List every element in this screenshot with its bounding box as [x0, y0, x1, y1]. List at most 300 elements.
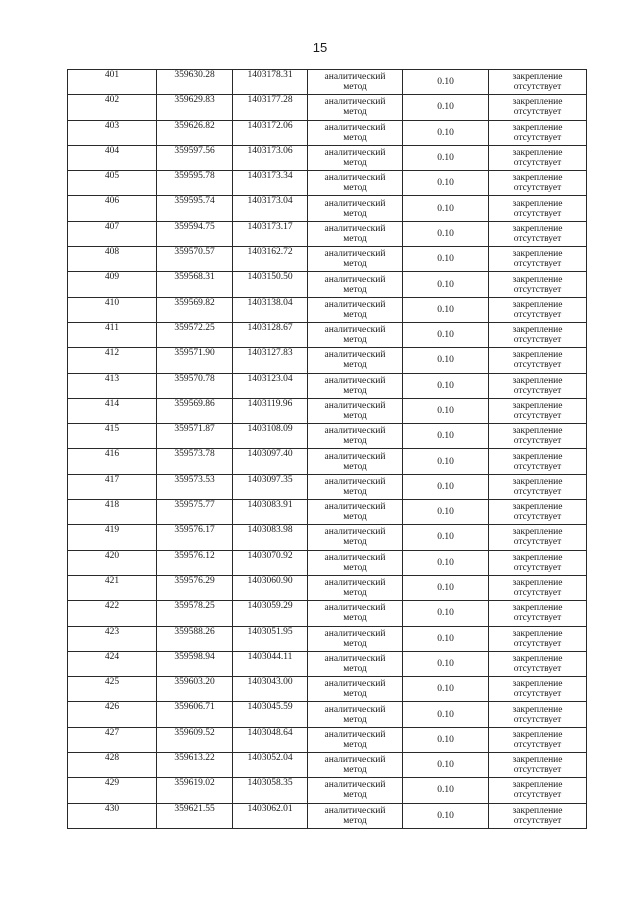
- accuracy-value: 0.10: [437, 279, 454, 290]
- accuracy-value: 0.10: [437, 658, 454, 669]
- fixing-cell: [489, 297, 587, 322]
- method-line-2: метод: [343, 82, 367, 93]
- fixing-line-1: закрепление: [512, 603, 563, 614]
- point-number-cell: [68, 651, 157, 676]
- fixing-line-1: закрепление: [512, 299, 563, 310]
- accuracy-cell: [403, 525, 489, 550]
- fixing-line-2: отсутствует: [513, 183, 562, 194]
- accuracy-value: 0.10: [437, 178, 454, 189]
- point-number-cell: [68, 626, 157, 651]
- fixing-line-2: отсутствует: [513, 765, 562, 776]
- method-line-1: аналитический: [324, 299, 386, 310]
- x-coordinate: 359576.17: [174, 525, 215, 536]
- accuracy-value: 0.10: [437, 203, 454, 214]
- method-cell: [308, 727, 403, 752]
- method-line-1: аналитический: [324, 653, 386, 664]
- fixing-line-1: закрепление: [512, 451, 563, 462]
- method-line-1: аналитический: [324, 502, 386, 513]
- method-line-1: аналитический: [324, 148, 386, 159]
- y-coordinate: 1403123.04: [247, 373, 293, 384]
- fixing-line-1: закрепление: [512, 148, 563, 159]
- point-number: 412: [104, 348, 120, 359]
- x-coordinate: 359595.78: [174, 171, 215, 182]
- method-line-1: аналитический: [324, 375, 386, 386]
- fixing-line-1: закрепление: [512, 704, 563, 715]
- fixing-line-2: отсутствует: [513, 436, 562, 447]
- method-line-1: аналитический: [324, 97, 386, 108]
- table-row: [68, 727, 587, 752]
- method-cell: [308, 70, 403, 95]
- fixing-cell: [489, 120, 587, 145]
- fixing-line-2: отсутствует: [513, 233, 562, 244]
- y-coordinate-cell: [233, 398, 308, 423]
- x-coordinate-cell: [157, 702, 233, 727]
- fixing-line-2: отсутствует: [513, 360, 562, 371]
- table-row: [68, 449, 587, 474]
- y-coordinate-cell: [233, 424, 308, 449]
- method-line-1: аналитический: [324, 173, 386, 184]
- method-line-1: аналитический: [324, 198, 386, 209]
- x-coordinate-cell: [157, 677, 233, 702]
- x-coordinate-cell: [157, 525, 233, 550]
- y-coordinate-cell: [233, 575, 308, 600]
- accuracy-value: 0.10: [437, 557, 454, 568]
- table-row: [68, 803, 587, 828]
- y-coordinate: 1403045.59: [247, 702, 293, 713]
- accuracy-cell: [403, 677, 489, 702]
- point-number: 424: [104, 651, 120, 662]
- accuracy-value: 0.10: [437, 127, 454, 138]
- x-coordinate: 359595.74: [174, 196, 215, 207]
- fixing-line-1: закрепление: [512, 653, 563, 664]
- method-cell: [308, 626, 403, 651]
- point-number: 409: [104, 272, 120, 283]
- accuracy-value: 0.10: [437, 633, 454, 644]
- fixing-line-2: отсутствует: [513, 613, 562, 624]
- accuracy-value: 0.10: [437, 330, 454, 341]
- method-cell: [308, 120, 403, 145]
- fixing-line-2: отсутствует: [513, 385, 562, 396]
- y-coordinate-cell: [233, 753, 308, 778]
- accuracy-value: 0.10: [437, 481, 454, 492]
- x-coordinate: 359576.12: [174, 550, 215, 561]
- point-number: 425: [104, 677, 120, 688]
- y-coordinate: 1403097.35: [247, 474, 293, 485]
- method-cell: [308, 753, 403, 778]
- method-line-2: метод: [343, 335, 367, 346]
- point-number: 402: [104, 95, 120, 106]
- fixing-line-2: отсутствует: [513, 714, 562, 725]
- fixing-line-1: закрепление: [512, 401, 563, 411]
- x-coordinate-cell: [157, 550, 233, 575]
- fixing-line-2: отсутствует: [513, 663, 562, 674]
- method-line-1: аналитический: [324, 401, 386, 411]
- x-coordinate-cell: [157, 474, 233, 499]
- x-coordinate-cell: [157, 322, 233, 347]
- x-coordinate-cell: [157, 601, 233, 626]
- point-number: 419: [104, 525, 120, 536]
- fixing-line-1: закрепление: [512, 325, 563, 336]
- fixing-line-1: закрепление: [512, 173, 563, 184]
- x-coordinate-cell: [157, 95, 233, 120]
- point-number-cell: [68, 449, 157, 474]
- fixing-cell: [489, 601, 587, 626]
- point-number: 417: [104, 474, 120, 485]
- y-coordinate-cell: [233, 702, 308, 727]
- method-line-2: метод: [343, 233, 367, 244]
- method-line-1: аналитический: [324, 122, 386, 133]
- method-cell: [308, 778, 403, 803]
- accuracy-value: 0.10: [437, 608, 454, 619]
- fixing-line-1: закрепление: [512, 122, 563, 133]
- fixing-line-1: закрепление: [512, 223, 563, 234]
- method-cell: [308, 550, 403, 575]
- x-coordinate: 359570.57: [174, 247, 215, 258]
- x-coordinate-cell: [157, 651, 233, 676]
- method-line-2: метод: [343, 309, 367, 320]
- accuracy-value: 0.10: [437, 304, 454, 315]
- x-coordinate: 359569.82: [174, 297, 215, 308]
- accuracy-value: 0.10: [437, 507, 454, 518]
- point-number-cell: [68, 702, 157, 727]
- fixing-line-1: закрепление: [512, 249, 563, 260]
- method-line-1: аналитический: [324, 628, 386, 639]
- accuracy-cell: [403, 145, 489, 170]
- x-coordinate-cell: [157, 145, 233, 170]
- table-row: [68, 424, 587, 449]
- y-coordinate: 1403051.95: [247, 626, 293, 637]
- x-coordinate: 359569.86: [174, 398, 215, 409]
- fixing-line-2: отсутствует: [513, 512, 562, 523]
- fixing-line-1: закрепление: [512, 97, 563, 108]
- table-row: [68, 95, 587, 120]
- fixing-line-2: отсутствует: [513, 208, 562, 219]
- fixing-line-1: закрепление: [512, 198, 563, 209]
- accuracy-cell: [403, 120, 489, 145]
- point-number: 404: [104, 145, 120, 156]
- y-coordinate-cell: [233, 120, 308, 145]
- method-cell: [308, 95, 403, 120]
- method-cell: [308, 575, 403, 600]
- x-coordinate: 359626.82: [174, 120, 215, 131]
- fixing-line-2: отсутствует: [513, 461, 562, 472]
- accuracy-value: 0.10: [437, 456, 454, 467]
- x-coordinate: 359629.83: [174, 95, 215, 106]
- x-coordinate: 359613.22: [174, 753, 215, 764]
- point-number-cell: [68, 677, 157, 702]
- point-number: 410: [104, 297, 120, 308]
- y-coordinate: 1403058.35: [247, 778, 293, 789]
- y-coordinate: 1403127.83: [247, 348, 293, 359]
- y-coordinate: 1403108.09: [247, 424, 293, 435]
- method-line-1: аналитический: [324, 72, 386, 83]
- y-coordinate: 1403044.11: [247, 651, 293, 662]
- table-row: [68, 550, 587, 575]
- method-line-1: аналитический: [324, 274, 386, 285]
- x-coordinate: 359630.28: [174, 70, 215, 80]
- table-row: [68, 525, 587, 550]
- point-number-cell: [68, 424, 157, 449]
- method-line-1: аналитический: [324, 603, 386, 614]
- method-line-2: метод: [343, 259, 367, 270]
- y-coordinate-cell: [233, 651, 308, 676]
- y-coordinate: 1403097.40: [247, 449, 293, 460]
- point-number: 416: [104, 449, 120, 460]
- x-coordinate: 359578.25: [174, 601, 215, 612]
- y-coordinate: 1403083.91: [247, 500, 293, 511]
- method-line-2: метод: [343, 411, 367, 421]
- fixing-line-2: отсутствует: [513, 486, 562, 497]
- method-line-1: аналитический: [324, 527, 386, 538]
- x-coordinate-cell: [157, 449, 233, 474]
- fixing-cell: [489, 803, 587, 828]
- y-coordinate-cell: [233, 778, 308, 803]
- x-coordinate: 359568.31: [174, 272, 215, 283]
- method-line-2: метод: [343, 562, 367, 573]
- y-coordinate-cell: [233, 95, 308, 120]
- x-coordinate: 359573.78: [174, 449, 215, 460]
- x-coordinate-cell: [157, 398, 233, 423]
- x-coordinate: 359575.77: [174, 500, 215, 511]
- point-number: 430: [104, 803, 120, 814]
- table-row: [68, 651, 587, 676]
- x-coordinate-cell: [157, 626, 233, 651]
- y-coordinate-cell: [233, 525, 308, 550]
- x-coordinate-cell: [157, 196, 233, 221]
- point-number: 415: [104, 424, 120, 435]
- y-coordinate-cell: [233, 70, 308, 95]
- fixing-cell: [489, 474, 587, 499]
- y-coordinate-cell: [233, 145, 308, 170]
- x-coordinate-cell: [157, 70, 233, 95]
- y-coordinate: 1403173.04: [247, 196, 293, 207]
- method-line-1: аналитический: [324, 451, 386, 462]
- table-row: [68, 322, 587, 347]
- accuracy-value: 0.10: [437, 583, 454, 594]
- accuracy-cell: [403, 348, 489, 373]
- accuracy-cell: [403, 474, 489, 499]
- y-coordinate: 1403083.98: [247, 525, 293, 536]
- point-number-cell: [68, 348, 157, 373]
- accuracy-cell: [403, 626, 489, 651]
- method-line-1: аналитический: [324, 578, 386, 589]
- fixing-line-2: отсутствует: [513, 335, 562, 346]
- method-cell: [308, 398, 403, 423]
- y-coordinate: 1403173.17: [247, 221, 293, 232]
- x-coordinate-cell: [157, 803, 233, 828]
- fixing-line-2: отсутствует: [513, 537, 562, 548]
- fixing-line-2: отсутствует: [513, 815, 562, 826]
- fixing-cell: [489, 95, 587, 120]
- fixing-line-1: закрепление: [512, 578, 563, 589]
- method-line-2: метод: [343, 436, 367, 447]
- method-line-2: метод: [343, 512, 367, 523]
- fixing-cell: [489, 373, 587, 398]
- y-coordinate: 1403178.31: [247, 70, 293, 80]
- fixing-cell: [489, 575, 587, 600]
- fixing-line-1: закрепление: [512, 805, 563, 816]
- fixing-cell: [489, 626, 587, 651]
- y-coordinate: 1403059.29: [247, 601, 293, 612]
- y-coordinate-cell: [233, 626, 308, 651]
- y-coordinate: 1403060.90: [247, 575, 293, 586]
- x-coordinate-cell: [157, 373, 233, 398]
- accuracy-cell: [403, 297, 489, 322]
- point-number: 413: [104, 373, 120, 384]
- fixing-line-2: отсутствует: [513, 309, 562, 320]
- fixing-line-1: закрепление: [512, 274, 563, 285]
- point-number-cell: [68, 500, 157, 525]
- y-coordinate: 1403048.64: [247, 727, 293, 738]
- point-number: 414: [104, 398, 120, 409]
- y-coordinate: 1403177.28: [247, 95, 293, 106]
- fixing-cell: [489, 753, 587, 778]
- y-coordinate: 1403150.50: [247, 272, 293, 283]
- method-cell: [308, 500, 403, 525]
- accuracy-cell: [403, 171, 489, 196]
- fixing-cell: [489, 348, 587, 373]
- method-line-2: метод: [343, 689, 367, 700]
- method-cell: [308, 145, 403, 170]
- method-line-1: аналитический: [324, 780, 386, 791]
- x-coordinate-cell: [157, 727, 233, 752]
- table-row: [68, 171, 587, 196]
- method-line-2: метод: [343, 107, 367, 118]
- x-coordinate: 359571.87: [174, 424, 215, 435]
- accuracy-cell: [403, 373, 489, 398]
- fixing-cell: [489, 525, 587, 550]
- method-cell: [308, 601, 403, 626]
- x-coordinate: 359598.94: [174, 651, 215, 662]
- y-coordinate: 1403043.00: [247, 677, 293, 688]
- accuracy-cell: [403, 449, 489, 474]
- accuracy-cell: [403, 70, 489, 95]
- table-row: [68, 626, 587, 651]
- fixing-cell: [489, 171, 587, 196]
- y-coordinate: 1403062.01: [247, 803, 293, 814]
- method-line-2: метод: [343, 208, 367, 219]
- table-row: [68, 702, 587, 727]
- table-row: [68, 753, 587, 778]
- y-coordinate: 1403070.92: [247, 550, 293, 561]
- fixing-line-2: отсутствует: [513, 284, 562, 295]
- y-coordinate-cell: [233, 348, 308, 373]
- fixing-cell: [489, 70, 587, 95]
- point-number: 422: [104, 601, 120, 612]
- accuracy-value: 0.10: [437, 228, 454, 239]
- method-cell: [308, 424, 403, 449]
- accuracy-cell: [403, 803, 489, 828]
- accuracy-value: 0.10: [437, 532, 454, 543]
- fixing-line-1: закрепление: [512, 552, 563, 563]
- x-coordinate-cell: [157, 221, 233, 246]
- fixing-line-2: отсутствует: [513, 132, 562, 143]
- accuracy-value: 0.10: [437, 684, 454, 695]
- accuracy-value: 0.10: [437, 406, 454, 416]
- x-coordinate-cell: [157, 171, 233, 196]
- accuracy-cell: [403, 575, 489, 600]
- method-cell: [308, 221, 403, 246]
- fixing-line-2: отсутствует: [513, 411, 562, 421]
- method-line-2: метод: [343, 663, 367, 674]
- method-line-1: аналитический: [324, 350, 386, 361]
- method-line-2: метод: [343, 360, 367, 371]
- method-line-2: метод: [343, 385, 367, 396]
- method-line-1: аналитический: [324, 805, 386, 816]
- method-line-2: метод: [343, 815, 367, 826]
- page-number: 15: [312, 40, 328, 55]
- fixing-line-2: отсутствует: [513, 107, 562, 118]
- y-coordinate: 1403172.06: [247, 120, 293, 131]
- accuracy-value: 0.10: [437, 355, 454, 366]
- accuracy-value: 0.10: [437, 102, 454, 113]
- method-line-1: аналитический: [324, 552, 386, 563]
- point-number-cell: [68, 575, 157, 600]
- point-number: 401: [104, 70, 120, 80]
- method-cell: [308, 525, 403, 550]
- y-coordinate-cell: [233, 247, 308, 272]
- method-line-2: метод: [343, 158, 367, 169]
- y-coordinate-cell: [233, 297, 308, 322]
- fixing-cell: [489, 778, 587, 803]
- table-row: [68, 474, 587, 499]
- point-number: 403: [104, 120, 120, 131]
- fixing-line-2: отсутствует: [513, 638, 562, 649]
- fixing-cell: [489, 424, 587, 449]
- x-coordinate: 359603.20: [174, 677, 215, 688]
- fixing-cell: [489, 145, 587, 170]
- x-coordinate: 359570.78: [174, 373, 215, 384]
- accuracy-cell: [403, 424, 489, 449]
- accuracy-cell: [403, 272, 489, 297]
- fixing-cell: [489, 272, 587, 297]
- method-cell: [308, 474, 403, 499]
- point-number-cell: [68, 398, 157, 423]
- x-coordinate: 359588.26: [174, 626, 215, 637]
- method-cell: [308, 651, 403, 676]
- table-row: [68, 120, 587, 145]
- fixing-cell: [489, 221, 587, 246]
- accuracy-cell: [403, 247, 489, 272]
- fixing-line-1: закрепление: [512, 502, 563, 513]
- method-line-1: аналитический: [324, 679, 386, 690]
- point-number: 405: [104, 171, 120, 182]
- point-number-cell: [68, 297, 157, 322]
- table-row: [68, 601, 587, 626]
- fixing-cell: [489, 550, 587, 575]
- accuracy-value: 0.10: [437, 785, 454, 796]
- method-line-1: аналитический: [324, 249, 386, 260]
- y-coordinate: 1403052.04: [247, 753, 293, 764]
- fixing-line-1: закрепление: [512, 476, 563, 487]
- point-number-cell: [68, 221, 157, 246]
- point-number: 421: [104, 575, 120, 586]
- table-row: [68, 398, 587, 423]
- accuracy-value: 0.10: [437, 810, 454, 821]
- y-coordinate-cell: [233, 322, 308, 347]
- point-number-cell: [68, 247, 157, 272]
- fixing-line-1: закрепление: [512, 628, 563, 639]
- table-row: [68, 70, 587, 95]
- point-number-cell: [68, 70, 157, 95]
- method-line-2: метод: [343, 714, 367, 725]
- method-line-2: метод: [343, 486, 367, 497]
- fixing-cell: [489, 449, 587, 474]
- point-number: 411: [105, 322, 119, 333]
- method-line-2: метод: [343, 790, 367, 801]
- method-line-1: аналитический: [324, 729, 386, 740]
- method-cell: [308, 297, 403, 322]
